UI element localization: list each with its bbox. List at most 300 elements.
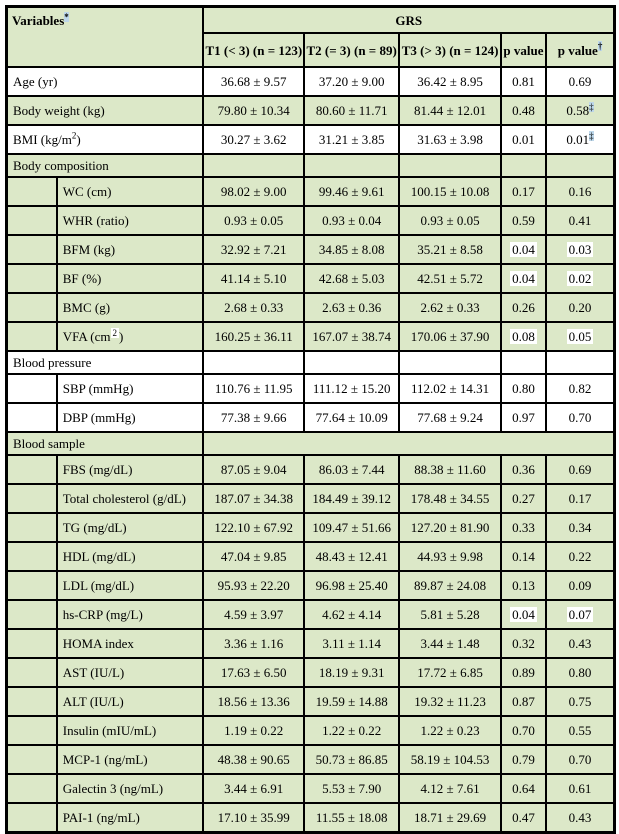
t1-value-cell: 187.07 ± 34.38 bbox=[203, 484, 303, 513]
t1-value-cell: 95.93 ± 22.20 bbox=[203, 571, 303, 600]
table-row bbox=[7, 125, 615, 154]
p-value-cell bbox=[501, 774, 546, 803]
p-value-adjusted-cell bbox=[546, 658, 614, 687]
table-row bbox=[7, 455, 615, 484]
p-value: 0.43 bbox=[568, 636, 592, 651]
t1-value-cell: 47.04 ± 9.85 bbox=[203, 542, 303, 571]
p-value: 0.26 bbox=[512, 300, 535, 315]
variable-label-cell bbox=[57, 206, 204, 235]
p-value-highlighted: 0.04 bbox=[512, 271, 535, 286]
row-label: AST (IU/L) bbox=[62, 665, 125, 680]
table-row bbox=[7, 67, 615, 96]
p-value-cell bbox=[501, 125, 546, 154]
col-header-t2: T2 (= 3) (n = 89) bbox=[304, 33, 399, 67]
p-value-adjusted-cell bbox=[546, 542, 614, 571]
indent-cell bbox=[7, 687, 57, 716]
p-value-cell bbox=[501, 206, 546, 235]
row-label: hs-CRP (mg/L) bbox=[62, 607, 143, 622]
p-value: 0.75 bbox=[568, 694, 592, 709]
variable-label-cell bbox=[57, 716, 204, 745]
p-value-adjusted-cell bbox=[546, 264, 614, 293]
variable-label-cell bbox=[57, 513, 204, 542]
t3-value-cell: 44.93 ± 9.98 bbox=[399, 542, 500, 571]
t1-value-cell: 3.44 ± 6.91 bbox=[203, 774, 303, 803]
variable-label-cell bbox=[57, 403, 204, 432]
variable-label-cell bbox=[7, 67, 204, 96]
p-value-adjusted-cell bbox=[546, 513, 614, 542]
row-label: Blood sample bbox=[13, 436, 85, 451]
table-row bbox=[7, 803, 615, 833]
t1-value-cell: 4.59 ± 3.97 bbox=[203, 600, 303, 629]
row-label: ALT (IU/L) bbox=[62, 694, 124, 709]
p-value-adjusted-cell bbox=[546, 293, 614, 322]
row-label: VFA (cm bbox=[62, 329, 111, 344]
t3-value-cell: 89.87 ± 24.08 bbox=[399, 571, 500, 600]
table-row bbox=[7, 96, 615, 125]
t3-value-cell: 58.19 ± 104.53 bbox=[399, 745, 500, 774]
p-value-highlighted: 0.02 bbox=[568, 271, 592, 286]
indent-cell bbox=[7, 322, 57, 351]
grs-group-header: GRS bbox=[203, 7, 614, 34]
table-row bbox=[7, 745, 615, 774]
p-value: 0.36 bbox=[512, 462, 535, 477]
p-value: 0.82 bbox=[568, 381, 592, 396]
grs-statistics-table bbox=[5, 5, 616, 834]
table-row bbox=[7, 264, 615, 293]
t2-value-cell: 86.03 ± 7.44 bbox=[304, 455, 399, 484]
p-value-cell bbox=[501, 600, 546, 629]
table-row bbox=[7, 629, 615, 658]
table-row bbox=[7, 716, 615, 745]
row-label: FBS (mg/dL) bbox=[62, 462, 133, 477]
p-value: 0.14 bbox=[512, 549, 535, 564]
p-value-highlighted: 0.03 bbox=[568, 242, 592, 257]
variable-label-cell bbox=[7, 96, 204, 125]
row-label-suffix: ) bbox=[119, 329, 124, 344]
empty-p-cell bbox=[501, 154, 546, 177]
p-value: 0.87 bbox=[512, 694, 535, 709]
header-row-groups bbox=[7, 7, 615, 34]
variables-column-header bbox=[7, 7, 204, 68]
t3-value-cell: 0.93 ± 0.05 bbox=[399, 206, 500, 235]
p-value: 0.17 bbox=[512, 184, 535, 199]
variable-label-cell bbox=[57, 687, 204, 716]
table-row bbox=[7, 235, 615, 264]
table-row bbox=[7, 403, 615, 432]
row-label: Blood pressure bbox=[13, 355, 92, 370]
p-value-highlighted: 0.04 bbox=[512, 607, 535, 622]
t3-value-cell: 2.62 ± 0.33 bbox=[399, 293, 500, 322]
variable-label-cell bbox=[57, 629, 204, 658]
t3-value-cell: 18.71 ± 29.69 bbox=[399, 803, 500, 833]
p-value: 0.61 bbox=[568, 781, 592, 796]
variable-label-cell bbox=[57, 264, 204, 293]
col-header-pvalue: p value bbox=[501, 33, 546, 67]
p-value: 0.80 bbox=[568, 665, 592, 680]
p-value-highlighted: 0.04 bbox=[512, 242, 535, 257]
t2-value-cell: 111.12 ± 15.20 bbox=[304, 374, 399, 403]
t1-value-cell: 41.14 ± 5.10 bbox=[203, 264, 303, 293]
section-row bbox=[7, 432, 615, 455]
section-label-cell bbox=[7, 351, 204, 374]
t2-value-cell: 1.22 ± 0.22 bbox=[304, 716, 399, 745]
p-value-adjusted-cell bbox=[546, 403, 614, 432]
indent-cell bbox=[7, 293, 57, 322]
t1-value-cell: 17.63 ± 6.50 bbox=[203, 658, 303, 687]
indent-cell bbox=[7, 542, 57, 571]
col-header-t3: T3 (> 3) (n = 124) bbox=[399, 33, 500, 67]
variable-label-cell bbox=[57, 177, 204, 206]
table-row bbox=[7, 571, 615, 600]
t1-value-cell: 122.10 ± 67.92 bbox=[203, 513, 303, 542]
t3-value-cell: 19.32 ± 11.23 bbox=[399, 687, 500, 716]
t2-value-cell: 167.07 ± 38.74 bbox=[304, 322, 399, 351]
t2-value-cell: 18.19 ± 9.31 bbox=[304, 658, 399, 687]
variable-label-cell bbox=[57, 658, 204, 687]
indent-cell bbox=[7, 774, 57, 803]
t3-value-cell: 170.06 ± 37.90 bbox=[399, 322, 500, 351]
p-value-cell bbox=[501, 484, 546, 513]
p-value-cell bbox=[501, 455, 546, 484]
t1-value-cell: 36.68 ± 9.57 bbox=[203, 67, 303, 96]
p-value: 0.59 bbox=[512, 213, 535, 228]
p-value-adjusted-cell bbox=[546, 455, 614, 484]
p-value: 0.47 bbox=[512, 810, 535, 825]
table-body bbox=[7, 67, 615, 833]
row-label-superscript: 2 bbox=[112, 327, 118, 338]
p-value-adjusted-cell bbox=[546, 374, 614, 403]
p-value: 0.20 bbox=[568, 300, 592, 315]
col-header-pvalue-adjusted bbox=[546, 33, 614, 67]
t2-value-cell: 109.47 ± 51.66 bbox=[304, 513, 399, 542]
empty-t1-cell bbox=[203, 351, 303, 374]
p-value-adjusted-cell bbox=[546, 96, 614, 125]
p-value-cell bbox=[501, 264, 546, 293]
p-value-footnote-mark: ‡ bbox=[589, 130, 594, 141]
t2-value-cell: 42.68 ± 5.03 bbox=[304, 264, 399, 293]
t1-value-cell: 30.27 ± 3.62 bbox=[203, 125, 303, 154]
t1-value-cell: 79.80 ± 10.34 bbox=[203, 96, 303, 125]
row-label: WC (cm) bbox=[62, 184, 112, 199]
p-value-adjusted-cell bbox=[546, 687, 614, 716]
t3-value-cell: 17.72 ± 6.85 bbox=[399, 658, 500, 687]
p-value: 0.70 bbox=[512, 723, 535, 738]
p-value: 0.55 bbox=[568, 723, 592, 738]
row-label-suffix: ) bbox=[76, 132, 81, 147]
section-row bbox=[7, 154, 615, 177]
row-label: TG (mg/dL) bbox=[62, 520, 127, 535]
p-value: 0.13 bbox=[512, 578, 535, 593]
row-label: WHR (ratio) bbox=[62, 213, 129, 228]
p-value-cell bbox=[501, 571, 546, 600]
t3-value-cell: 42.51 ± 5.72 bbox=[399, 264, 500, 293]
table-row bbox=[7, 177, 615, 206]
p-value-footnote-mark: ‡ bbox=[589, 101, 594, 112]
p-value-cell bbox=[501, 96, 546, 125]
p-value: 0.70 bbox=[568, 410, 592, 425]
t3-value-cell: 81.44 ± 12.01 bbox=[399, 96, 500, 125]
pvalue-adjusted-label: p value bbox=[557, 42, 598, 58]
t3-value-cell: 3.44 ± 1.48 bbox=[399, 629, 500, 658]
p-value-cell bbox=[501, 293, 546, 322]
t1-value-cell: 0.93 ± 0.05 bbox=[203, 206, 303, 235]
row-label: BFM (kg) bbox=[62, 242, 116, 257]
section-label-cell bbox=[7, 432, 204, 455]
p-value-cell bbox=[501, 67, 546, 96]
p-value: 0.17 bbox=[568, 491, 592, 506]
p-value: 0.48 bbox=[512, 103, 535, 118]
variables-label: Variables bbox=[12, 13, 65, 28]
p-value: 0.33 bbox=[512, 520, 535, 535]
t2-value-cell: 3.11 ± 1.14 bbox=[304, 629, 399, 658]
indent-cell bbox=[7, 745, 57, 774]
p-value-cell bbox=[501, 374, 546, 403]
row-label-superscript: 2 bbox=[71, 130, 77, 141]
t1-value-cell: 160.25 ± 36.11 bbox=[203, 322, 303, 351]
p-value-adjusted-cell bbox=[546, 745, 614, 774]
p-value: 0.58 bbox=[566, 103, 590, 118]
indent-cell bbox=[7, 206, 57, 235]
t2-value-cell: 0.93 ± 0.04 bbox=[304, 206, 399, 235]
table-row bbox=[7, 513, 615, 542]
t2-value-cell: 77.64 ± 10.09 bbox=[304, 403, 399, 432]
table-row bbox=[7, 206, 615, 235]
p-value: 0.27 bbox=[512, 491, 535, 506]
t1-value-cell: 32.92 ± 7.21 bbox=[203, 235, 303, 264]
t2-value-cell: 37.20 ± 9.00 bbox=[304, 67, 399, 96]
empty-p-adjusted-cell bbox=[546, 351, 614, 374]
row-label: HDL (mg/dL) bbox=[62, 549, 136, 564]
variable-label-cell bbox=[57, 455, 204, 484]
empty-p-adjusted-cell bbox=[546, 154, 614, 177]
t2-value-cell: 48.43 ± 12.41 bbox=[304, 542, 399, 571]
t1-value-cell: 110.76 ± 11.95 bbox=[203, 374, 303, 403]
p-value-adjusted-cell bbox=[546, 235, 614, 264]
p-value: 0.69 bbox=[568, 462, 592, 477]
p-value-adjusted-cell bbox=[546, 125, 614, 154]
p-value-highlighted: 0.07 bbox=[568, 607, 592, 622]
pvalue-adjusted-footnote-mark: † bbox=[597, 41, 603, 52]
table-row bbox=[7, 600, 615, 629]
p-value-adjusted-cell bbox=[546, 600, 614, 629]
table-row bbox=[7, 774, 615, 803]
variable-label-cell bbox=[57, 774, 204, 803]
indent-cell bbox=[7, 403, 57, 432]
t3-value-cell: 88.38 ± 11.60 bbox=[399, 455, 500, 484]
p-value-adjusted-cell bbox=[546, 206, 614, 235]
t1-value-cell: 3.36 ± 1.16 bbox=[203, 629, 303, 658]
p-value-adjusted-cell bbox=[546, 484, 614, 513]
t1-value-cell: 77.38 ± 9.66 bbox=[203, 403, 303, 432]
p-value-cell bbox=[501, 716, 546, 745]
row-label: Age (yr) bbox=[13, 74, 58, 89]
p-value-adjusted-cell bbox=[546, 177, 614, 206]
variable-label-cell bbox=[57, 374, 204, 403]
row-label: Insulin (mIU/mL) bbox=[62, 723, 157, 738]
p-value: 0.01 bbox=[566, 132, 590, 147]
row-label: SBP (mmHg) bbox=[62, 381, 134, 396]
empty-t2-cell bbox=[304, 351, 399, 374]
t2-value-cell: 184.49 ± 39.12 bbox=[304, 484, 399, 513]
indent-cell bbox=[7, 484, 57, 513]
p-value: 0.22 bbox=[568, 549, 592, 564]
p-value-cell bbox=[501, 687, 546, 716]
p-value: 0.89 bbox=[512, 665, 535, 680]
p-value-adjusted-cell bbox=[546, 571, 614, 600]
p-value-adjusted-cell bbox=[546, 629, 614, 658]
variable-label-cell bbox=[57, 571, 204, 600]
indent-cell bbox=[7, 177, 57, 206]
table-row bbox=[7, 322, 615, 351]
row-label: BMI (kg/m bbox=[13, 132, 72, 147]
empty-t1-cell bbox=[203, 154, 303, 177]
p-value-cell bbox=[501, 542, 546, 571]
t1-value-cell: 87.05 ± 9.04 bbox=[203, 455, 303, 484]
row-label: LDL (mg/dL) bbox=[62, 578, 135, 593]
t3-value-cell: 4.12 ± 7.61 bbox=[399, 774, 500, 803]
t3-value-cell: 178.48 ± 34.55 bbox=[399, 484, 500, 513]
indent-cell bbox=[7, 513, 57, 542]
table-row bbox=[7, 484, 615, 513]
t2-value-cell: 11.55 ± 18.08 bbox=[304, 803, 399, 833]
p-value-cell bbox=[501, 803, 546, 833]
p-value: 0.80 bbox=[512, 381, 535, 396]
p-value: 0.97 bbox=[512, 410, 535, 425]
section-label-cell bbox=[7, 154, 204, 177]
row-label: PAI-1 (ng/mL) bbox=[62, 810, 140, 825]
t3-value-cell: 5.81 ± 5.28 bbox=[399, 600, 500, 629]
table-row bbox=[7, 687, 615, 716]
variables-footnote-mark: * bbox=[64, 11, 69, 22]
p-value-cell bbox=[501, 235, 546, 264]
t3-value-cell: 35.21 ± 8.58 bbox=[399, 235, 500, 264]
empty-t3-cell bbox=[399, 351, 500, 374]
t3-value-cell: 100.15 ± 10.08 bbox=[399, 177, 500, 206]
variable-label-cell bbox=[57, 542, 204, 571]
col-header-t1: T1 (< 3) (n = 123) bbox=[203, 33, 303, 67]
indent-cell bbox=[7, 716, 57, 745]
p-value-cell bbox=[501, 513, 546, 542]
t2-value-cell: 99.46 ± 9.61 bbox=[304, 177, 399, 206]
p-value-adjusted-cell bbox=[546, 322, 614, 351]
p-value-cell bbox=[501, 403, 546, 432]
indent-cell bbox=[7, 600, 57, 629]
t3-value-cell: 112.02 ± 14.31 bbox=[399, 374, 500, 403]
empty-merged-cell bbox=[203, 432, 614, 455]
indent-cell bbox=[7, 374, 57, 403]
row-label: BF (%) bbox=[62, 271, 102, 286]
variable-label-cell bbox=[57, 600, 204, 629]
indent-cell bbox=[7, 235, 57, 264]
t1-value-cell: 18.56 ± 13.36 bbox=[203, 687, 303, 716]
row-label: Body composition bbox=[13, 158, 109, 173]
row-label: Body weight (kg) bbox=[13, 103, 105, 118]
row-label: DBP (mmHg) bbox=[62, 410, 136, 425]
variable-label-cell bbox=[57, 484, 204, 513]
p-value-adjusted-cell bbox=[546, 716, 614, 745]
p-value-cell bbox=[501, 322, 546, 351]
p-value: 0.79 bbox=[512, 752, 535, 767]
t1-value-cell: 17.10 ± 35.99 bbox=[203, 803, 303, 833]
p-value-cell bbox=[501, 745, 546, 774]
indent-cell bbox=[7, 571, 57, 600]
t1-value-cell: 2.68 ± 0.33 bbox=[203, 293, 303, 322]
row-label: Galectin 3 (ng/mL) bbox=[62, 781, 164, 796]
t2-value-cell: 80.60 ± 11.71 bbox=[304, 96, 399, 125]
empty-p-cell bbox=[501, 351, 546, 374]
t3-value-cell: 127.20 ± 81.90 bbox=[399, 513, 500, 542]
t2-value-cell: 31.21 ± 3.85 bbox=[304, 125, 399, 154]
table-row bbox=[7, 374, 615, 403]
empty-t2-cell bbox=[304, 154, 399, 177]
indent-cell bbox=[7, 629, 57, 658]
t2-value-cell: 5.53 ± 7.90 bbox=[304, 774, 399, 803]
p-value: 0.70 bbox=[568, 752, 592, 767]
p-value: 0.43 bbox=[568, 810, 592, 825]
t3-value-cell: 77.68 ± 9.24 bbox=[399, 403, 500, 432]
indent-cell bbox=[7, 803, 57, 833]
p-value: 0.81 bbox=[512, 74, 535, 89]
empty-t3-cell bbox=[399, 154, 500, 177]
p-value: 0.34 bbox=[568, 520, 592, 535]
p-value: 0.69 bbox=[568, 74, 592, 89]
variable-label-cell bbox=[57, 322, 204, 351]
p-value-cell bbox=[501, 658, 546, 687]
section-row bbox=[7, 351, 615, 374]
p-value: 0.64 bbox=[512, 781, 535, 796]
t1-value-cell: 1.19 ± 0.22 bbox=[203, 716, 303, 745]
p-value-highlighted: 0.08 bbox=[512, 329, 535, 344]
table-row bbox=[7, 658, 615, 687]
p-value-cell bbox=[501, 629, 546, 658]
row-label: MCP-1 (ng/mL) bbox=[62, 752, 148, 767]
table-row bbox=[7, 542, 615, 571]
indent-cell bbox=[7, 455, 57, 484]
p-value-cell bbox=[501, 177, 546, 206]
p-value-adjusted-cell bbox=[546, 774, 614, 803]
p-value: 0.09 bbox=[568, 578, 592, 593]
row-label: BMC (g) bbox=[62, 300, 111, 315]
table-row bbox=[7, 293, 615, 322]
indent-cell bbox=[7, 264, 57, 293]
p-value-adjusted-cell bbox=[546, 67, 614, 96]
t2-value-cell: 2.63 ± 0.36 bbox=[304, 293, 399, 322]
t2-value-cell: 34.85 ± 8.08 bbox=[304, 235, 399, 264]
p-value: 0.41 bbox=[568, 213, 592, 228]
t3-value-cell: 1.22 ± 0.23 bbox=[399, 716, 500, 745]
variable-label-cell bbox=[57, 235, 204, 264]
p-value: 0.01 bbox=[512, 132, 535, 147]
t1-value-cell: 48.38 ± 90.65 bbox=[203, 745, 303, 774]
row-label: Total cholesterol (g/dL) bbox=[62, 491, 187, 506]
variable-label-cell bbox=[57, 803, 204, 833]
variable-label-cell bbox=[57, 745, 204, 774]
t3-value-cell: 36.42 ± 8.95 bbox=[399, 67, 500, 96]
t2-value-cell: 50.73 ± 86.85 bbox=[304, 745, 399, 774]
t2-value-cell: 19.59 ± 14.88 bbox=[304, 687, 399, 716]
p-value: 0.16 bbox=[568, 184, 592, 199]
p-value-adjusted-cell bbox=[546, 803, 614, 833]
indent-cell bbox=[7, 658, 57, 687]
t2-value-cell: 96.98 ± 25.40 bbox=[304, 571, 399, 600]
t3-value-cell: 31.63 ± 3.98 bbox=[399, 125, 500, 154]
p-value: 0.32 bbox=[512, 636, 535, 651]
row-label: HOMA index bbox=[62, 636, 134, 651]
t1-value-cell: 98.02 ± 9.00 bbox=[203, 177, 303, 206]
t2-value-cell: 4.62 ± 4.14 bbox=[304, 600, 399, 629]
p-value-highlighted: 0.05 bbox=[568, 329, 592, 344]
variable-label-cell bbox=[57, 293, 204, 322]
